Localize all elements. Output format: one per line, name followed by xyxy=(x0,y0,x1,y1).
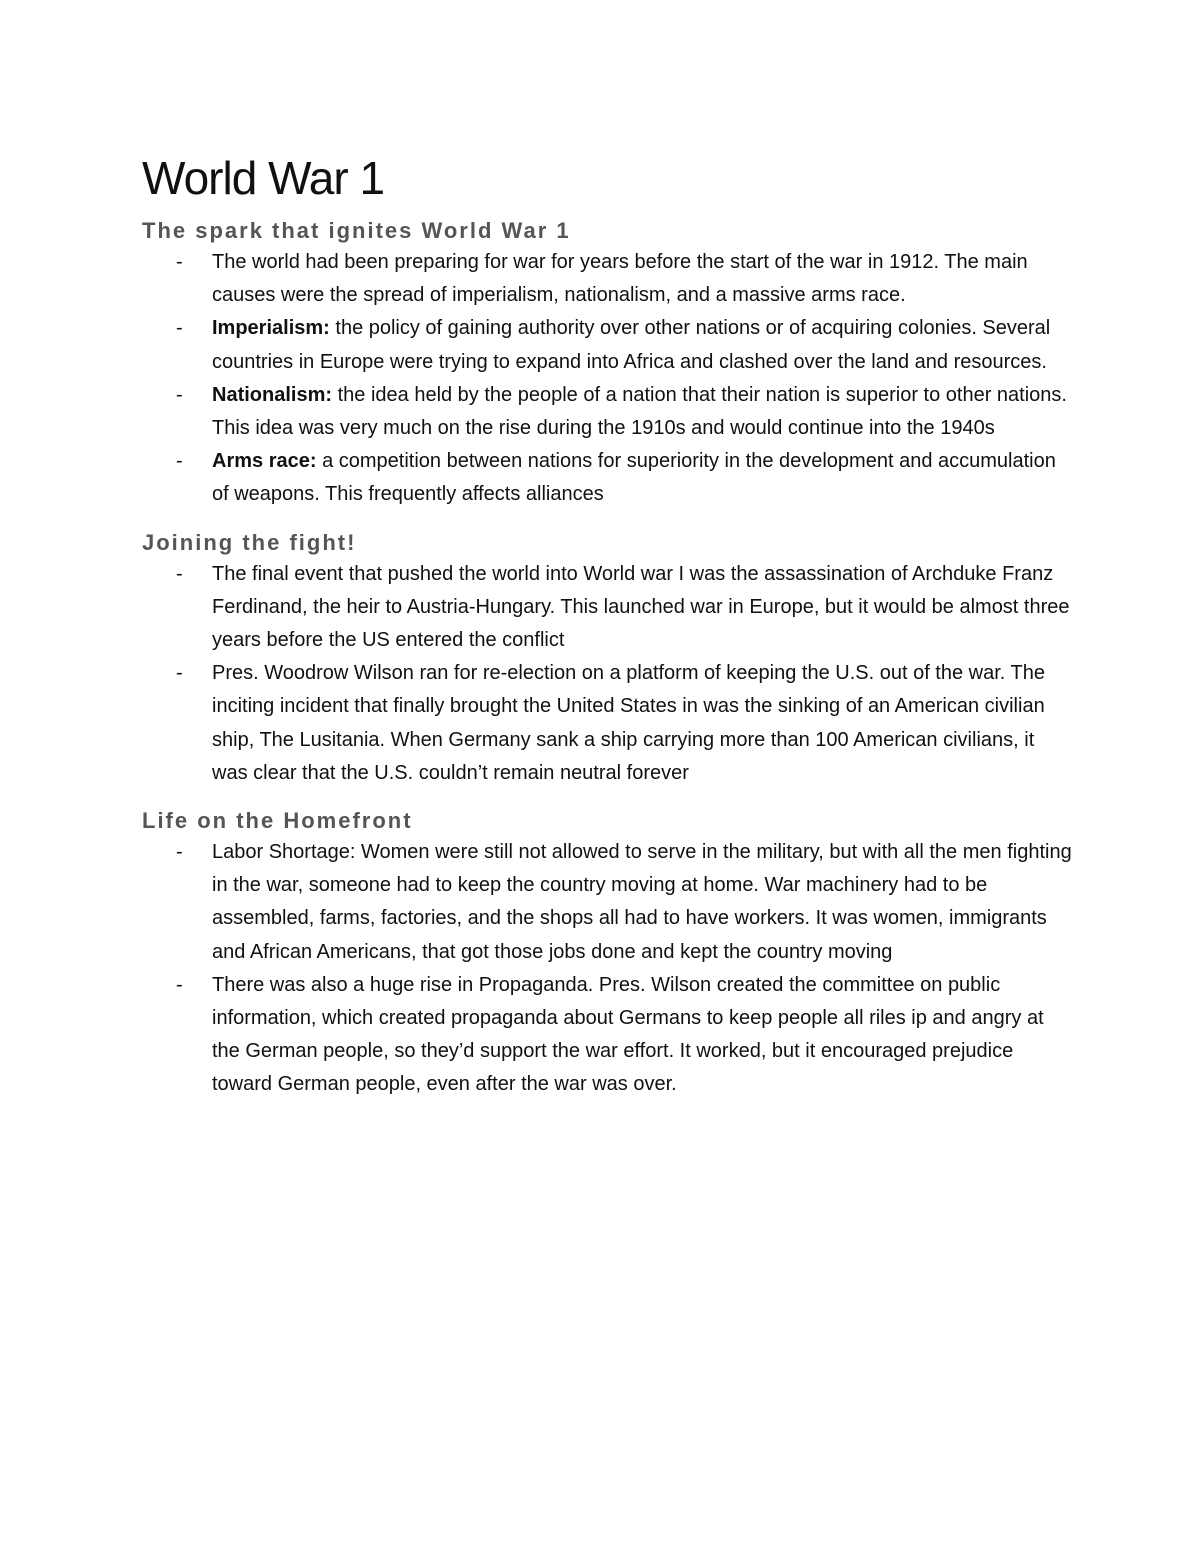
list-item xyxy=(142,379,1072,445)
bullet-text: Pres. Woodrow Wilson ran for re-election on a platform of keeping the U.S. out of the war. The inciting incident that finally brought the United States in was the sinking of an American civilian ship, The Lusitania. When Germany sank a ship carrying more than 100 American civilians, it was clear that the U.S. couldn’t remain neutral forever xyxy=(212,662,1046,784)
list-item xyxy=(142,312,1072,378)
bullet-list-homefront xyxy=(142,836,1072,1102)
bullet-dash: - xyxy=(176,662,183,685)
document-title: World War 1 xyxy=(142,152,385,204)
bullet-dash: - xyxy=(176,841,183,864)
bullet-dash: - xyxy=(176,973,183,996)
bullet-dash: - xyxy=(176,251,183,273)
bullet-text: The final event that pushed the world into World war I was the assassination of Archduke Franz Ferdinand, the heir to Austria-Hungary. This launched war in Europe, but it would be almost three years before the US entered the conflict xyxy=(212,562,1070,652)
bullet-dash: - xyxy=(176,317,183,340)
bullet-text: Labor Shortage: Women were still not allowed to serve in the military, but with all the men fighting in the war, someone had to keep the country moving at home. War machinery had to be assembled, farms, factories, and the shops all had to have workers. It was women, immigrants and African Americans, that got those jobs done and kept the country moving xyxy=(212,841,1072,963)
list-item xyxy=(142,969,1072,1102)
term-nationalism: Nationalism: xyxy=(212,383,333,406)
bullet-text: There was also a huge rise in Propaganda. Pres. Wilson created the committee on public information, which created propaganda about Germans to keep people all riles ip and angry at the German people, so they’d support the war effort. It worked, but it encouraged prejudice toward German people, even after the war was over. xyxy=(212,973,1044,1096)
bullet-list-spark xyxy=(142,246,1072,512)
list-item xyxy=(142,558,1072,658)
term-arms-race: Arms race: xyxy=(212,450,317,473)
list-item xyxy=(142,445,1072,511)
bullet-text: the idea held by the people of a nation that their nation is superior to other nations. This idea was very much on the rise during the 1910s and would continue into the 1940s xyxy=(212,383,1067,440)
bullet-dash: - xyxy=(176,562,183,585)
list-item xyxy=(142,657,1072,790)
document-page xyxy=(142,148,1072,1102)
bullet-list-joining xyxy=(142,558,1072,790)
section-heading-spark: The spark that ignites World War 1 xyxy=(142,218,571,243)
bullet-text: The world had been preparing for war for years before the start of the war in 1912. The main causes were the spread of imperialism, nationalism, and a massive arms race. xyxy=(212,251,1028,307)
bullet-text: a competition between nations for superiority in the development and accumulation of weapons. This frequently affects alliances xyxy=(212,450,1056,506)
section-heading-homefront: Life on the Homefront xyxy=(142,808,413,834)
section-heading-joining: Joining the fight! xyxy=(142,529,357,555)
list-item xyxy=(142,246,1072,312)
bullet-dash: - xyxy=(176,383,183,406)
bullet-dash: - xyxy=(176,450,183,473)
bullet-text: the policy of gaining authority over other nations or of acquiring colonies. Several countries in Europe were trying to expand into Africa and clashed over the land and resources. xyxy=(212,317,1051,373)
term-imperialism: Imperialism: xyxy=(212,317,330,340)
list-item xyxy=(142,836,1072,969)
